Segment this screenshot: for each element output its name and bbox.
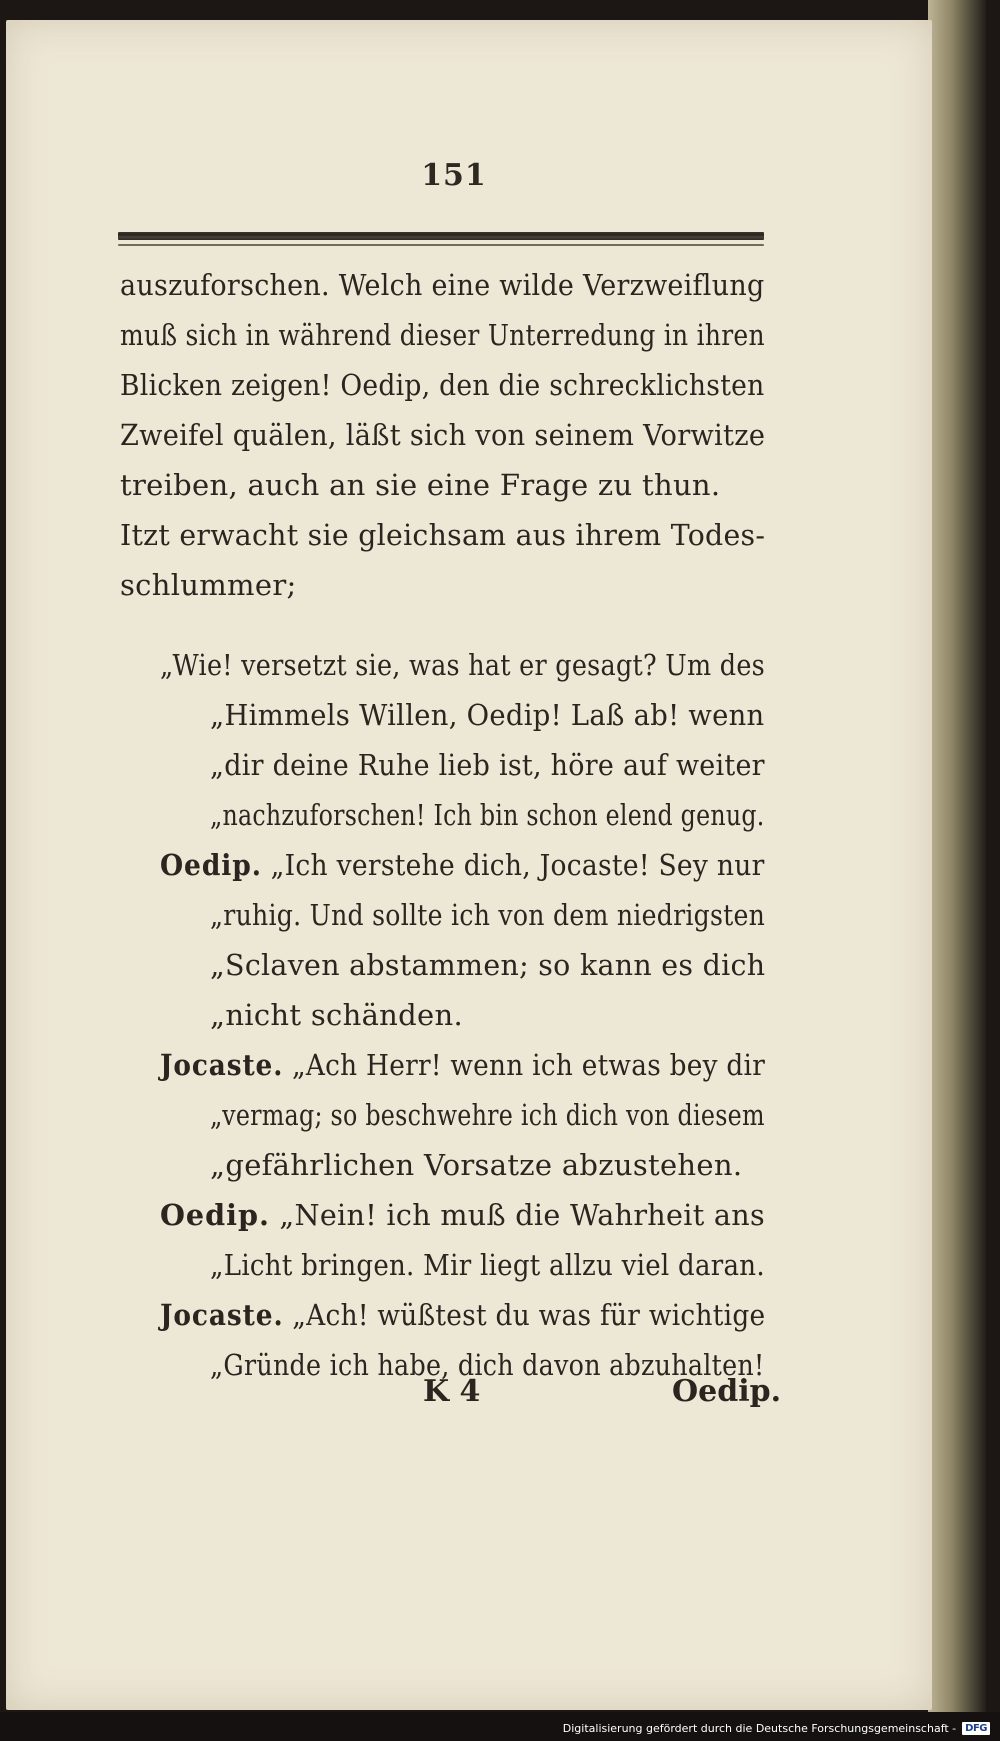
text-line [210, 1148, 742, 1182]
text-line [160, 1048, 765, 1082]
speaker-name: Jocaste. [160, 1298, 284, 1332]
line-text: „nachzuforschen! Ich bin schon elend genug. [210, 798, 765, 832]
text-line [120, 518, 765, 552]
page-edge [928, 0, 986, 1712]
speaker-name: Oedip. [160, 848, 262, 882]
text-line [120, 468, 720, 502]
text-line [120, 568, 297, 602]
line-text: Blicken zeigen! Oedip, den die schrecklichsten [120, 368, 765, 402]
line-text: Itzt erwacht sie gleichsam aus ihrem Todes- [120, 518, 766, 552]
text-line [210, 1248, 765, 1282]
dfg-credit [563, 1718, 990, 1738]
page-number [0, 158, 1000, 193]
line-text: „Himmels Willen, Oedip! Laß ab! wenn [210, 698, 765, 732]
text-line [210, 898, 765, 932]
header-rule [118, 232, 764, 240]
line-text: „Ich verstehe dich, Jocaste! Sey nur [270, 848, 765, 882]
line-text: „gefährlichen Vorsatze abzustehen. [210, 1148, 743, 1182]
line-text: schlummer; [120, 568, 297, 602]
page-number-text: 151 [421, 158, 487, 193]
line-text: treiben, auch an sie eine Frage zu thun. [120, 468, 721, 502]
line-text: „nicht schänden. [210, 998, 463, 1032]
signature-mark: K 4 [423, 1374, 481, 1409]
line-text: „ruhig. Und sollte ich von dem niedrigsten [210, 898, 766, 932]
speaker-name: Oedip. [160, 1198, 270, 1232]
line-text: „Ach! wüßtest du was für wichtige [292, 1298, 766, 1332]
line-text: „Licht bringen. Mir liegt allzu viel daran. [210, 1248, 765, 1282]
text-line [210, 798, 765, 832]
line-text: „dir deine Ruhe lieb ist, höre auf weiter [210, 748, 765, 782]
dfg-logo-icon: DFG [962, 1722, 990, 1735]
line-text: „Wie! versetzt sie, was hat er gesagt? Um des [160, 648, 765, 682]
header-rule-thin [118, 244, 764, 246]
text-line [160, 1298, 765, 1332]
line-text: „Gründe ich habe, dich davon abzuhalten! [210, 1348, 765, 1382]
line-text: „Nein! ich muß die Wahrheit ans [279, 1198, 766, 1232]
line-text: „Sclaven abstammen; so kann es dich [210, 948, 766, 982]
line-text: „Ach Herr! wenn ich etwas bey dir [291, 1048, 766, 1082]
text-line [120, 368, 765, 402]
line-text: auszuforschen. Welch eine wilde Verzweiflung [120, 268, 765, 302]
text-line [210, 1098, 765, 1132]
text-line [160, 848, 765, 882]
credit-text: Digitalisierung gefördert durch die Deutsche Forschungsgemeinschaft - [562, 1721, 957, 1735]
text-line [210, 748, 765, 782]
line-text: muß sich in während dieser Unterredung in ihren [120, 318, 765, 352]
text-line [210, 998, 463, 1032]
text-line [160, 1198, 765, 1232]
text-line [120, 318, 765, 352]
text-line [210, 698, 764, 732]
text-line [210, 948, 765, 982]
catchword: Oedip. [672, 1374, 782, 1409]
line-text: Zweifel quälen, läßt sich von seinem Vorwitze [120, 418, 766, 452]
text-line [160, 648, 765, 682]
speaker-name: Jocaste. [160, 1048, 284, 1082]
text-line [120, 418, 765, 452]
line-text: „vermag; so beschwehre ich dich von diesem [210, 1098, 765, 1132]
text-line [120, 268, 764, 302]
